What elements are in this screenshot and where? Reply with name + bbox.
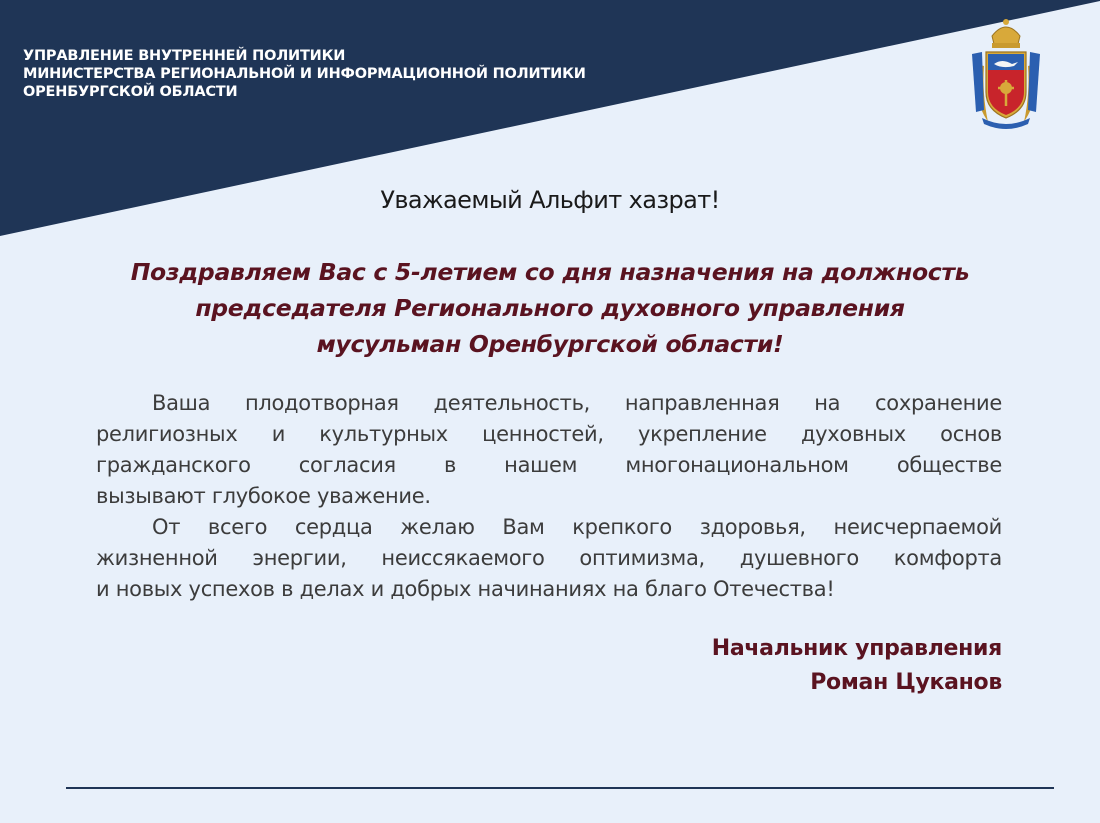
headline-line-2: председателя Регионального духовного управления — [195, 294, 905, 322]
header-line-3: ОРЕНБУРГСКОЙ ОБЛАСТИ — [23, 84, 238, 100]
body-p1-line-4: вызывают глубокое уважение. — [96, 484, 431, 508]
signature — [712, 632, 1002, 700]
header-line-2: МИНИСТЕРСТВА РЕГИОНАЛЬНОЙ И ИНФОРМАЦИОННОЙ ПОЛИТИКИ — [23, 66, 586, 82]
signature-title: Начальник управления — [711, 636, 1002, 661]
headline-line-3: мусульман Оренбургской области! — [316, 330, 784, 358]
header-line-1: УПРАВЛЕНИЕ ВНУТРЕННЕЙ ПОЛИТИКИ — [23, 48, 346, 64]
headline-line-1: Поздравляем Вас с 5-летием со дня назначения на должность — [130, 258, 970, 286]
body-p1-line-1: Ваша плодотворная деятельность, направленная на сохранение — [152, 391, 1002, 415]
letter-body — [96, 388, 1002, 605]
greeting: Уважаемый Альфит хазрат! — [380, 186, 720, 214]
body-p2-line-3: и новых успехов в делах и добрых начинаниях на благо Отечества! — [96, 577, 835, 601]
header-organization-name — [23, 47, 586, 101]
orenburg-coat-of-arms-icon — [968, 14, 1044, 132]
body-p2-line-2: жизненной энергии, неиссякаемого оптимизма, душевного комфорта — [96, 546, 1002, 570]
body-p1-line-3: гражданского согласия в нашем многонациональном обществе — [96, 453, 1002, 477]
congratulation-headline — [60, 254, 1040, 362]
body-p2-line-1: От всего сердца желаю Вам крепкого здоровья, неисчерпаемой — [152, 515, 1002, 539]
body-p1-line-2: религиозных и культурных ценностей, укрепление духовных основ — [96, 422, 1002, 446]
signature-name: Роман Цуканов — [810, 670, 1002, 695]
bottom-divider — [66, 787, 1054, 789]
